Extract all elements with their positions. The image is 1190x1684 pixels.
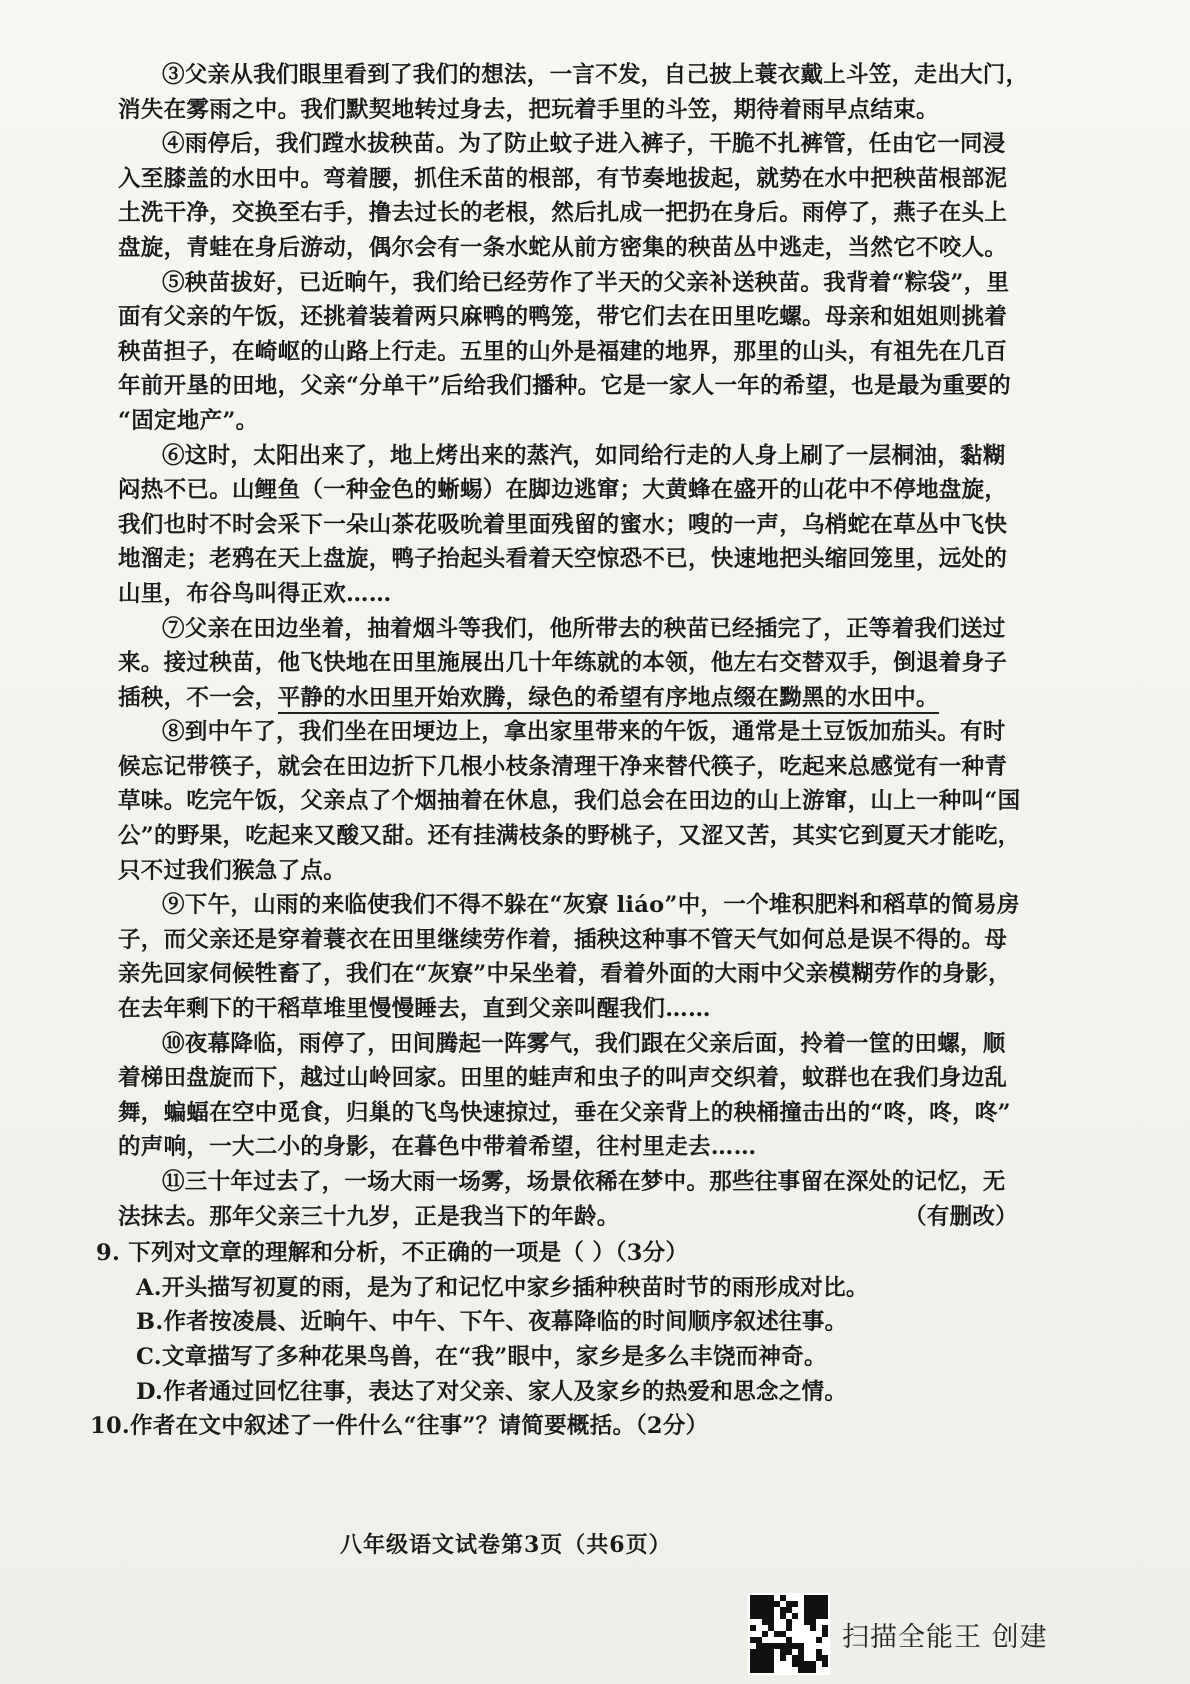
question-10 [90,1409,1058,1444]
paragraph-5 [118,266,1058,439]
paragraph-8 [118,715,1058,888]
watermark-text: 扫描全能王 创建 [842,1621,1048,1653]
text-line: 只不过我们猴急了点。 [118,857,347,884]
text-line: ⑥这时，太阳出来了，地上烤出来的蒸汽，如同给行走的人身上刷了一层桐油，黏糊 [162,442,1006,469]
text-line: 亲先回家伺候牲畜了，我们在“灰寮”中呆坐着，看着外面的大雨中父亲模糊劳作的身影， [118,961,1011,988]
text-line: 秧苗担子，在崎岖的山路上行走。五里的山外是福建的地界，那里的山头，有祖先在几百 [118,338,1008,365]
text-line: ⑧到中午了，我们坐在田埂边上，拿出家里带来的午饭，通常是土豆饭加茄头。有时 [162,719,1006,746]
text-line: 子，而父亲还是穿着蓑衣在田里继续劳作着，插秧这种事不管天气如何总是误不得的。母 [118,926,1008,953]
paragraph-10 [118,1027,1058,1165]
scanner-watermark [748,1594,1078,1674]
text-segment: 法抹去。那年父亲三十九岁，正是我当下的年龄。 [118,1203,620,1230]
text-line: 年前开垦的田地，父亲“分单干”后给我们播种。它是一家人一年的希望，也是最为重要的 [118,373,1011,400]
option-c: C.文章描写了多种花果鸟兽，在“我”眼中，家乡是多么丰饶而神奇。 [136,1343,827,1370]
text-line: “固定地产”。 [118,407,259,434]
text-line: 土洗干净，交换至右手，撸去过长的老根，然后扎成一把扔在身后。雨停了，燕子在头上 [118,200,1008,227]
paragraph-3 [118,58,1058,127]
text-line: 消失在雾雨之中。我们默契地转过身去，把玩着手里的斗笠，期待着雨早点结束。 [118,96,939,123]
paragraph-4 [118,127,1058,265]
page-number: 八年级语文试卷第3页（共6页） [340,1532,672,1558]
text-line: 草味。吃完午饭，父亲点了个烟抽着在休息，我们总会在田边的山上游窜，山上一种叫“国 [118,788,1021,815]
question-stem: 10.作者在文中叙述了一件什么“往事”？请简要概括。（2分） [90,1413,709,1440]
text-line: 着梯田盘旋而下，越过山岭回家。田里的蛙声和虫子的叫声交织着，蚊群也在我们身边乱 [118,1065,1008,1092]
text-line: 地溜走；老鸦在天上盘旋，鸭子抬起头看着天空惊恐不已，快速地把头缩回笼里，远处的 [118,546,1008,573]
text-line [118,681,1058,716]
text-line: 面有父亲的午饭，还挑着装着两只麻鸭的鸭笼，带它们去在田里吃螺。母亲和姐姐则挑着 [118,304,1008,331]
paragraph-7 [118,612,1058,716]
paragraph-11 [118,1165,1058,1234]
text-line [118,1200,1058,1235]
text-line: 公”的野果，吃起来又酸又甜。还有挂满枝条的野桃子，又涩又苦，其实它到夏天才能吃， [118,823,1021,850]
text-line: 来。接过秧苗，他飞快地在田里施展出几十年练就的本领，他左右交替双手，倒退着身子 [118,650,1008,677]
underlined-sentence: 平静的水田里开始欢腾，绿色的希望有序地点缀在黝黑的水田中。 [278,685,939,714]
question-9 [96,1236,1058,1409]
paragraph-9 [118,888,1058,1026]
text-line: 候忘记带筷子，就会在田边折下几根小枝条清理干净来替代筷子，吃起来总感觉有一种青 [118,753,1008,780]
text-line: 的声响，一大二小的身影，在暮色中带着希望，往村里走去…… [118,1134,757,1161]
option-d: D.作者通过回忆往事，表达了对父亲、家人及家乡的热爱和思念之情。 [136,1378,848,1405]
text-line: ⑩夜幕降临，雨停了，田间腾起一阵雾气，我们跟在父亲后面，拎着一筐的田螺，顺 [162,1030,1006,1057]
paragraph-6 [118,439,1058,612]
text-line: ⑪三十年过去了，一场大雨一场雾，场景依稀在梦中。那些往事留在深处的记忆，无 [162,1169,1006,1195]
text-line: 山里，布谷鸟叫得正欢…… [118,580,392,607]
text-line: ⑨下午，山雨的来临使我们不得不躲在“灰寮 liáo”中，一个堆积肥料和稻草的简易房 [162,892,1020,919]
text-line: 入至膝盖的水田中。弯着腰，抓住禾苗的根部，有节奏地拔起，就势在水中把秧苗根部泥 [118,165,1008,192]
option-a: A.开头描写初夏的雨，是为了和记忆中家乡插种秧苗时节的雨形成对比。 [136,1274,869,1301]
text-line: 盘旋，青蛙在身后游动，偶尔会有一条水蛇从前方密集的秧苗丛中逃走，当然它不咬人。 [118,234,1008,261]
text-line: ⑤秧苗拔好，已近晌午，我们给已经劳作了半天的父亲补送秧苗。我背着“粽袋”，里 [162,269,1010,296]
qr-code-icon [748,1593,830,1675]
text-line: 舞，蝙蝠在空中觅食，归巢的飞鸟快速掠过，垂在父亲背上的秧桶撞击出的“咚，咚，咚” [118,1099,1011,1126]
text-line: ④雨停后，我们蹚水拔秧苗。为了防止蚊子进入裤子，干脆不扎裤管，任由它一同浸 [162,131,1006,158]
text-line: 在去年剩下的干稻草堆里慢慢睡去，直到父亲叫醒我们…… [118,996,711,1023]
text-prefix: 插秧，不一会， [118,684,278,711]
text-line: ⑦父亲在田边坐着，抽着烟斗等我们，他所带去的秧苗已经插完了，正等着我们送过 [162,615,1006,642]
source-note: （有删改） [903,1203,1018,1230]
text-line: ③父亲从我们眼里看到了我们的想法，一言不发，自己披上蓑衣戴上斗笠，走出大门， [162,62,1029,88]
question-stem: 9. 下列对文章的理解和分析，不正确的一项是（ ）（3分） [96,1240,689,1267]
option-b: B.作者按凌晨、近晌午、中午、下午、夜幕降临的时间顺序叙述往事。 [136,1309,848,1336]
passage-content [90,58,1058,1444]
text-line: 闷热不已。山鲤鱼（一种金色的蜥蜴）在脚边逃窜；大黄蜂在盛开的山花中不停地盘旋， [118,477,1008,504]
text-line: 我们也时不时会采下一朵山茶花吸吮着里面残留的蜜水；嗖的一声，乌梢蛇在草丛中飞快 [118,511,1008,538]
page-footer [340,1528,860,1559]
